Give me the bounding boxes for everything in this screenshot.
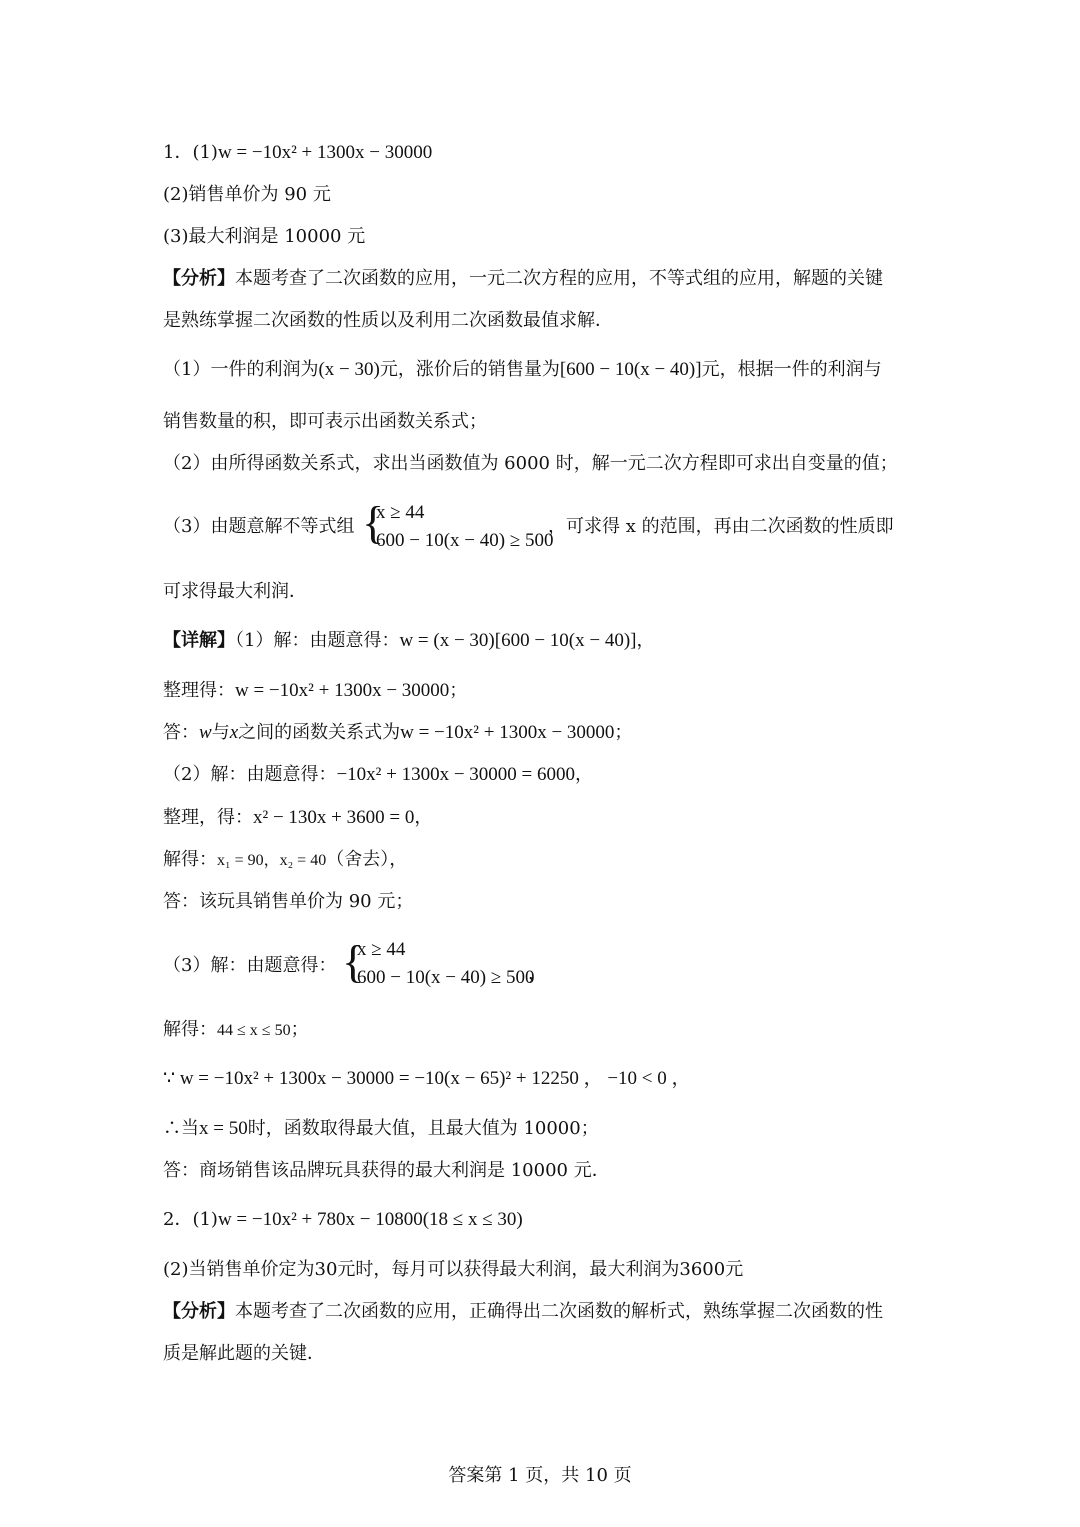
q2-analysis-line1: 【分析】本题考查了二次函数的应用，正确得出二次函数的解析式，熟练掌握二次函数的性: [163, 1301, 883, 1322]
q1-detail-8-system-line2: 600 − 10(x − 40) ≥ 500: [357, 967, 535, 988]
q1-detail-1: 【详解】（1）解：由题意得：w = (x − 30)[600 − 10(x − 40)]，: [163, 630, 655, 651]
q1-detail-4: （2）解：由题意得：−10x² + 1300x − 30000 = 6000，: [163, 764, 594, 785]
q2-answer-1: 2．(1)w = −10x² + 780x − 10800(18 ≤ x ≤ 30): [163, 1209, 523, 1230]
q1-analysis-line1: 【分析】本题考查了二次函数的应用，一元二次方程的应用，不等式组的应用，解题的关键: [163, 268, 883, 289]
detail-tag: 【详解】: [163, 630, 235, 651]
brace-symbol-2: {: [342, 936, 365, 987]
q1-step2: （2）由所得函数关系式，求出当函数值为 6000 时，解一元二次方程即可求出自变量的值；: [163, 453, 898, 474]
q1-detail-2: 整理得：w = −10x² + 1300x − 30000；: [163, 680, 468, 701]
analysis-tag-2: 【分析】: [163, 1301, 235, 1322]
q1-detail-5: 整理，得：x² − 130x + 3600 = 0，: [163, 807, 433, 828]
analysis-tag: 【分析】: [163, 268, 235, 289]
q1-detail-12: 答：商场销售该品牌玩具获得的最大利润是 10000 元．: [163, 1160, 610, 1181]
q2-number: 2．: [163, 1209, 193, 1230]
page-footer: 答案第 1 页，共 10 页: [448, 1465, 632, 1486]
q2-analysis-line2: 质是解此题的关键．: [163, 1343, 325, 1364]
q1-step3-system-line2: 600 − 10(x − 40) ≥ 500: [376, 530, 554, 551]
q1-detail-3: 答：w与x之间的函数关系式为w = −10x² + 1300x − 30000；: [163, 722, 633, 743]
q1-answer-1: 1．(1)w = −10x² + 1300x − 30000: [163, 142, 433, 163]
q1-answer-3: (3)最大利润是 10000 元: [163, 226, 366, 247]
q2-answer-2: (2)当销售单价定为30元时，每月可以获得最大利润，最大利润为3600元: [163, 1259, 744, 1280]
q1-detail-6: 解得：x₁ = 90，x₂ = 40（舍去），: [163, 849, 408, 870]
q1-answer-2: (2)销售单价为 90 元: [163, 184, 331, 205]
q1-analysis-line2: 是熟练掌握二次函数的性质以及利用二次函数最值求解．: [163, 310, 613, 331]
q1-detail-11: ∴当x = 50时，函数取得最大值，且最大值为 10000；: [163, 1118, 599, 1139]
q1-detail-7: 答：该玩具销售单价为 90 元；: [163, 891, 414, 912]
brace-symbol: {: [362, 497, 385, 548]
q1-step3-suffix: ，可求得 x 的范围，再由二次函数的性质即: [548, 516, 894, 537]
q1-detail-8-suffix: ，: [528, 963, 546, 984]
q1-step1-line1: （1）一件的利润为(x − 30)元，涨价后的销售量为[600 − 10(x − 40)]元，根据一件的利润与: [163, 359, 882, 380]
q1-detail-9: 解得：44 ≤ x ≤ 50；: [163, 1019, 309, 1040]
q1-step3-line2: 可求得最大利润．: [163, 581, 307, 602]
q1-step1-line2: 销售数量的积，即可表示出函数关系式；: [163, 411, 487, 432]
q2-answer-1-formula: w = −10x² + 780x − 10800(18 ≤ x ≤ 30): [217, 1209, 523, 1230]
q1-number: 1．: [163, 142, 193, 163]
q1-detail-8-system-line1: x ≥ 44: [357, 939, 406, 960]
q1-detail-10: ∵ w = −10x² + 1300x − 30000 = −10(x − 65)² + 12250 ， −10 < 0 ，: [163, 1068, 691, 1089]
q1-detail-8-prefix: （3）解：由题意得：: [163, 955, 337, 976]
q1-step3-system-line1: x ≥ 44: [376, 502, 425, 523]
q1-answer-1-formula: w = −10x² + 1300x − 30000: [217, 142, 433, 163]
q1-step3-prefix: （3）由题意解不等式组: [163, 516, 355, 537]
